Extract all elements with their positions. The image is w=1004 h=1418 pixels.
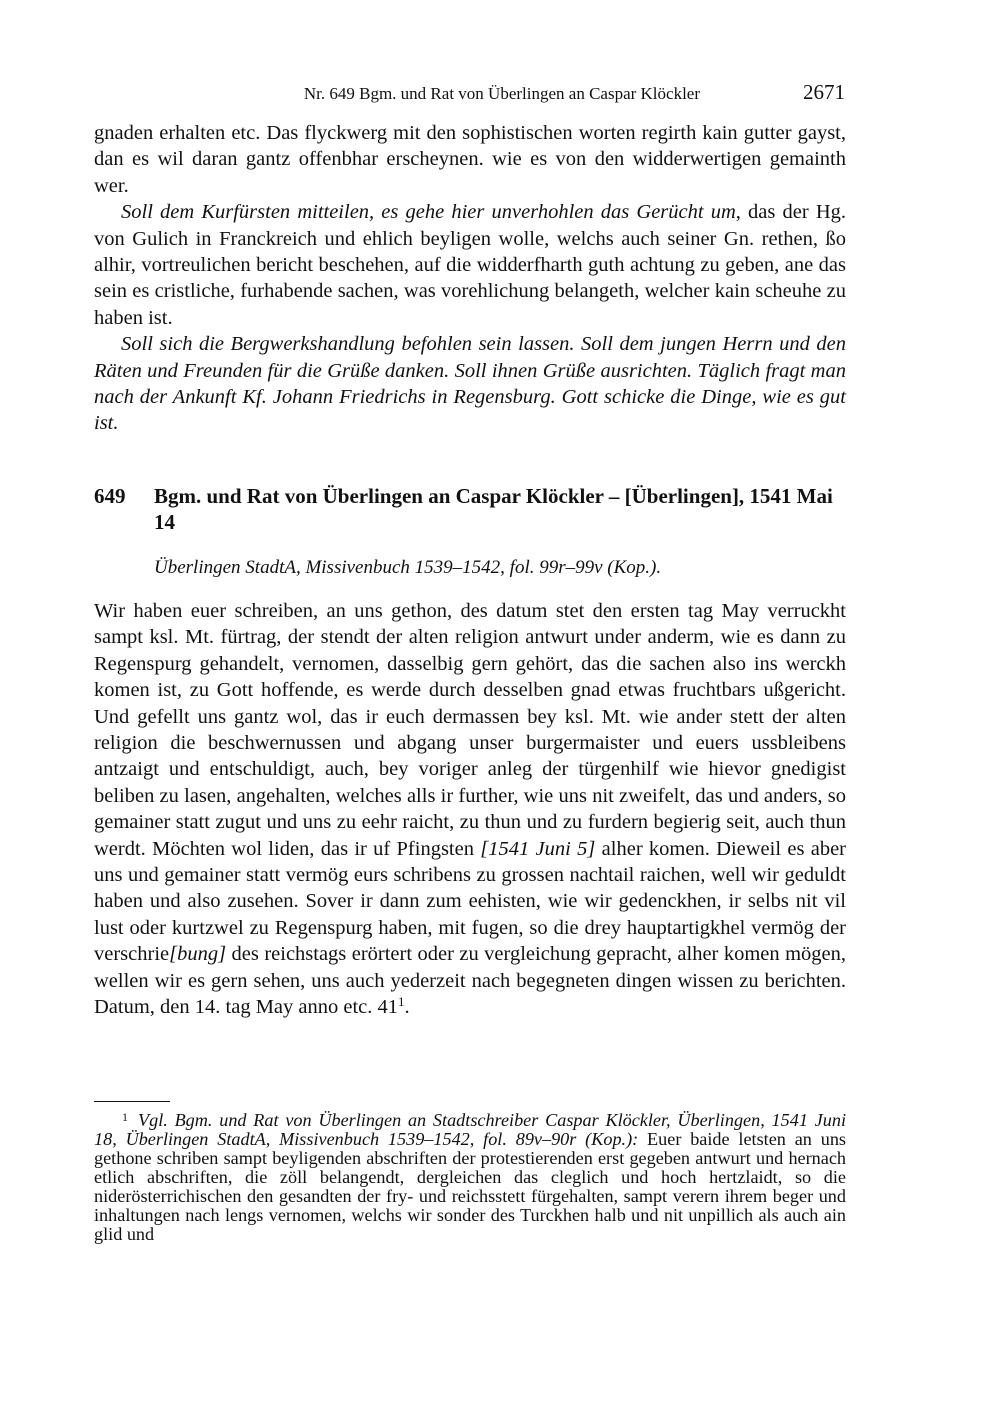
letter-text-part: .: [404, 996, 410, 1019]
document-number: 649: [94, 484, 126, 508]
page-header: [94, 80, 846, 110]
preceding-paragraph-2: [94, 199, 846, 331]
running-title: Nr. 649 Bgm. und Rat von Überlingen an Caspar Klöckler: [303, 84, 700, 103]
footnote-marker: 1: [122, 1110, 128, 1124]
preceding-paragraph-1: gnaden erhalten etc. Das flyckwerg mit den sophistischen worten regirth kain gutter gayst, dan es wil daran gantz offenbhar erscheynen. wie es von den widderwertigen gemainth wer.: [94, 122, 846, 197]
letter-text-part: alher komen. Dieweil es aber uns und gemainer statt vermög eurs schribens zu grossen nachtail raichen, well wir geduldt haben und also zusehen. Sover ir dann zum eehisten, wie wir gedenckhen, ir selbs nit vil lust oder kurtzwel zu Regenspurg haben, mit fugen, so die drey hauptartigkhel vermög der verschrie: [94, 837, 846, 966]
quoted-text: , das der Hg. von Gulich in Franckreich und ehlich beyligen wolle, welchs auch seiner Gn. rethen, ßo alhir, vortreulichen bericht beschehen, auf die widderfharth guth achtung zu geben, ane das sein es cristliche, furhabende sachen, was vorehlichung belangeth, welcher kain scheuhe zu haben ist.: [94, 201, 846, 329]
regest-italic: Soll dem Kurfürsten mitteilen, es gehe hier unverhohlen das Gerücht um: [121, 201, 736, 224]
document-text: [94, 598, 846, 1021]
footnote: [94, 1108, 846, 1244]
footnote-rule: [94, 1101, 170, 1102]
document-title: Bgm. und Rat von Überlingen an Caspar Klöckler – [Überlingen], 1541 Mai 14: [154, 484, 833, 534]
footnote-italic: Vgl. Bgm. und Rat von Überlingen an Stadtschreiber Caspar Klöckler, Überlingen, 1541 Juni 18, Überlingen StadtA, Missivenbuch 1539–1542, fol. 89v–90r (Kop.):: [94, 1110, 846, 1149]
editorial-date: [1541 Juni 5]: [480, 837, 596, 860]
footnote-text: Euer baide letsten an uns gethone schriben sampt beyligenden abschriften der protestierenden erst gegeben antwurt und hernach etlich abschriften, die zöll belangendt, dergleichen das cleglich und hoch hertzlaidt, so die niderösterrichischen den gesandten der fry- und reichsstett fürgehalten, sampt verern ihrem beger und inhaltungen nach lengs vernomen, welchs wir sonder des Turckhen halb und nit unpillich als auch ain glid und: [94, 1129, 846, 1244]
letter-paragraph: [94, 598, 846, 1021]
page-number: 2671: [803, 80, 845, 104]
letter-text-part: des reichstags erörtert oder zu vergleichung gepracht, alher komen mögen, wellen wir es gern sehen, uns auch yederzeit nach begegneten dingen wissen zu berichten. Datum, den 14. tag May anno etc. 41: [94, 943, 846, 1019]
editorial-insertion: [bung]: [169, 943, 227, 966]
source-line: Überlingen StadtA, Missivenbuch 1539–1542, fol. 99r–99v (Kop.).: [154, 557, 662, 578]
preceding-paragraph-3: Soll sich die Bergwerkshandlung befohlen sein lassen. Soll dem jungen Herrn und den Räten und Freunden für die Grüße danken. Soll ihnen Grüße ausrichten. Täglich fragt man nach der Ankunft Kf. Johann Friedrichs in Regensburg. Gott schicke die Dinge, wie es gut ist.: [94, 333, 846, 435]
document-heading: [94, 483, 846, 535]
preceding-text: [94, 120, 846, 437]
footnote-reference[interactable]: 1: [398, 994, 405, 1010]
letter-text-part: Wir haben euer schreiben, an uns gethon, des datum stet den ersten tag May verruckht sampt ksl. Mt. fürtrag, der stendt der alten religion antwurt under anderm, wie es dann zu Regenspurg gehandelt, vernomen, dasselbig gern gehört, das die sachen also ins werckh komen ist, zu Gott hoffende, es werde durch desselben gnad etwas fruchtbars ußgericht. Und gefellt uns gantz wol, das ir euch dermassen bey ksl. Mt. wie ander stett der alten religion die beschwernussen und abgang unser burgermaister und euers ussbleibens antzaigt und entschuldigt, auch, bey voriger anleg der türgenhilf wie hievor gnedigist beliben zu lasen, angehalten, welches alls ir further, wie uns nit zweifelt, das und anders, so gemainer statt zugut und uns zu eehr raicht, zu thun und zu furdern begierig seit, auch thun werdt. Möchten wol liden, das ir uf Pfingsten: [94, 600, 846, 860]
